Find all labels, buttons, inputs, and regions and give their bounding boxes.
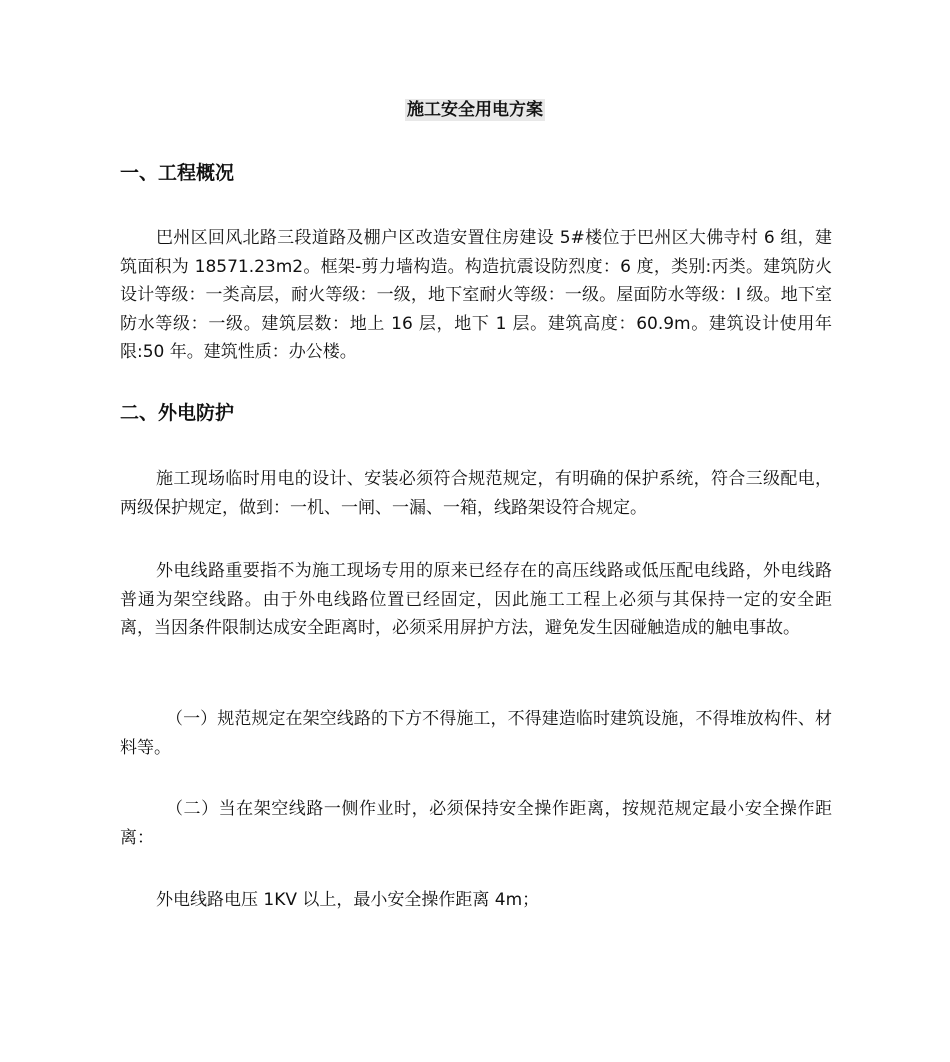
section-heading-overview: 一、工程概况 <box>120 162 235 184</box>
paragraph-rule-two: （二）当在架空线路一侧作业时，必须保持安全操作距离，按规范规定最小安全操作距离： <box>120 799 832 848</box>
paragraph-rule-one: （一）规范规定在架空线路的下方不得施工，不得建造临时建筑设施，不得堆放构件、材料等。 <box>120 709 832 758</box>
document-title-text: 施工安全用电方案 <box>407 100 543 120</box>
section-heading-external-power-protection: 二、外电防护 <box>120 402 235 424</box>
document-title <box>0 96 950 124</box>
paragraph-overview: 巴州区回风北路三段道路及棚户区改造安置住房建设 5#楼位于巴州区大佛寺村 6 组，建筑面积为 18571.23m2。框架-剪力墙构造。构造抗震设防烈度：6 度，类别:丙类。建筑防火设计等级：一类高层，耐火等级：一级，地下室耐火等级：一级。屋面防水等级：I 级。地下室防水等级：一级。建筑层数：地上 16 层，地下 1 层。建筑高度：60.9m。建筑设计使用年限:50 年。建筑性质：办公楼。 <box>120 228 832 362</box>
paragraph-external-lines: 外电线路重要指不为施工现场专用的原来已经存在的高压线路或低压配电线路，外电线路普通为架空线路。由于外电线路位置已经固定，因此施工工程上必须与其保持一定的安全距离，当因条件限制达成安全距离时，必须采用屏护方法，避免发生因碰触造成的触电事故。 <box>120 561 832 638</box>
paragraph-min-distance: 外电线路电压 1KV 以上，最小安全操作距离 4m； <box>156 890 540 910</box>
paragraph-site-power-requirements: 施工现场临时用电的设计、安装必须符合规范规定，有明确的保护系统，符合三级配电，两级保护规定，做到：一机、一闸、一漏、一箱，线路架设符合规定。 <box>120 469 832 518</box>
